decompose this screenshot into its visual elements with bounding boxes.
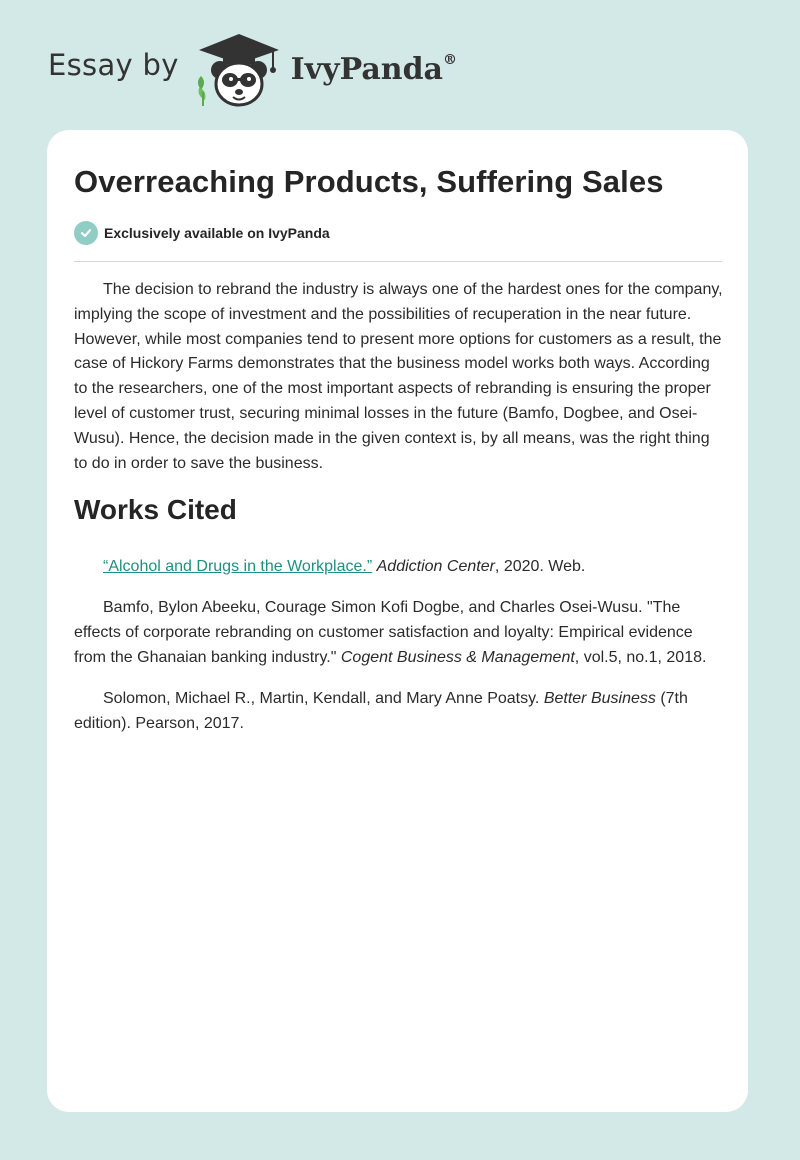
registered-mark: ® bbox=[443, 51, 457, 68]
essay-card bbox=[47, 130, 748, 1112]
citation-book: Better Business bbox=[543, 690, 656, 707]
works-cited-list bbox=[74, 554, 724, 752]
citation-journal: Cogent Business & Management bbox=[340, 649, 575, 666]
essay-title: Overreaching Products, Suffering Sales bbox=[74, 164, 664, 199]
site-header bbox=[48, 30, 457, 110]
exclusive-badge bbox=[74, 221, 330, 245]
citation-rest: , vol.5, no.1, 2018. bbox=[574, 649, 707, 666]
brand-label: IvyPanda bbox=[290, 51, 443, 87]
brand-name[interactable] bbox=[291, 52, 457, 87]
title-divider bbox=[74, 261, 722, 262]
citation-item bbox=[74, 686, 724, 736]
citation-source: Addiction Center bbox=[376, 558, 495, 575]
check-circle-icon bbox=[74, 221, 98, 245]
citation-item bbox=[74, 595, 724, 670]
citation-text: Bamfo, Bylon Abeeku, Courage Simon Kofi Dogbe, and Charles Osei-Wusu. "The effects of corporate rebranding on customer satisfaction and loyalty: Empirical evidence from the Ghanaian banking industry." bbox=[74, 599, 693, 666]
citation-rest: , 2020. Web. bbox=[494, 558, 586, 575]
citation-rest: (7th edition). Pearson, 2017. bbox=[74, 690, 688, 732]
essay-by-label: Essay by bbox=[48, 48, 179, 82]
works-cited-heading: Works Cited bbox=[74, 494, 237, 525]
essay-paragraph: The decision to rebrand the industry is always one of the hardest ones for the company, implying the scope of investment and the possibilities of recuperation in the near future. However, while most companies tend to present more options for customers as a result, the case of Hickory Farms demonstrates that the business model works both ways. According to the researchers, one of the most important aspects of rebranding is ensuring the proper level of customer trust, securing minimal losses in the future (Bamfo, Dogbee, and Osei-Wusu). Hence, the decision made in the given context is, by all means, was the right thing to do in order to save the business. bbox=[74, 281, 723, 472]
citation-text: Solomon, Michael R., Martin, Kendall, and Mary Anne Poatsy. bbox=[103, 690, 544, 707]
citation-item bbox=[74, 554, 724, 579]
exclusive-badge-label: Exclusively available on IvyPanda bbox=[104, 225, 330, 241]
panda-logo-icon[interactable] bbox=[193, 30, 285, 110]
citation-link[interactable]: “Alcohol and Drugs in the Workplace.” bbox=[103, 558, 373, 575]
